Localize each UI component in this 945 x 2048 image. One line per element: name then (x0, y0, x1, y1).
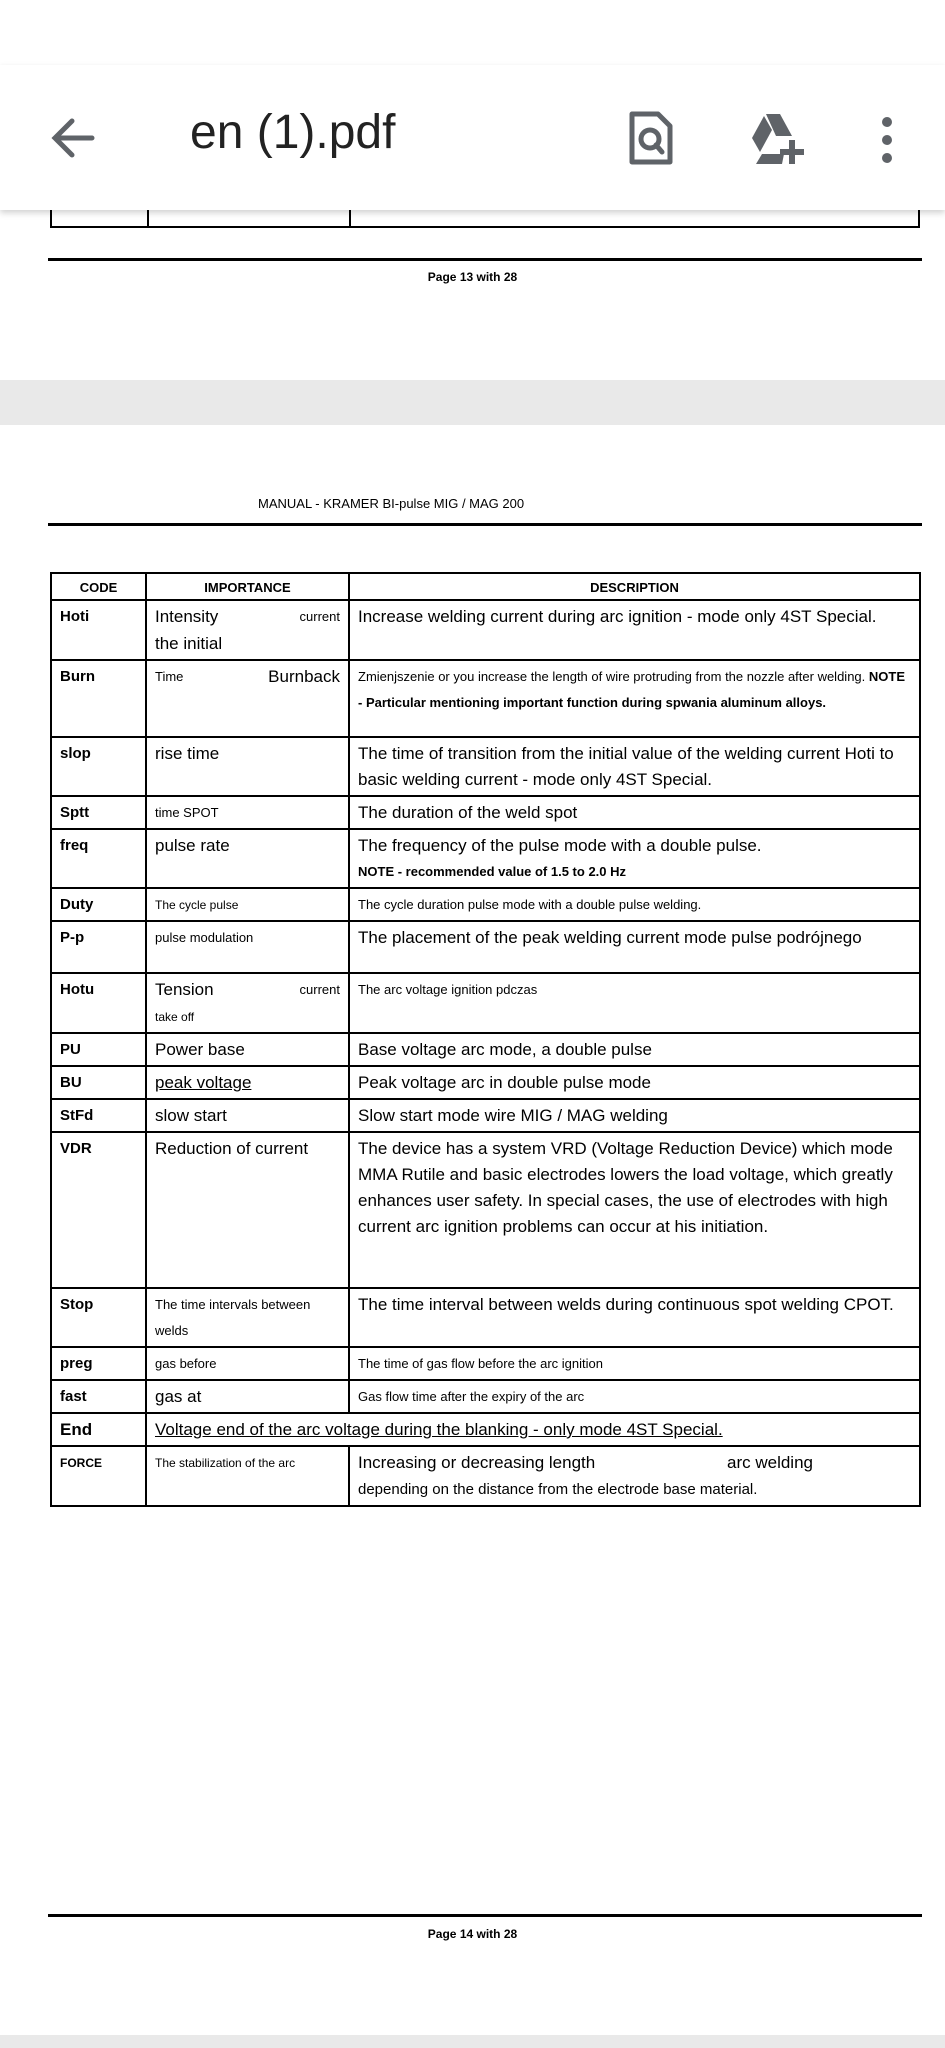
description-cell: The frequency of the pulse mode with a double pulse. NOTE - recommended value of 1.5 to 2.0 Hz (349, 829, 920, 888)
code-cell: Hotu (51, 973, 146, 1033)
back-arrow-icon[interactable] (48, 113, 98, 163)
code-cell: Hoti (51, 600, 146, 660)
code-cell: Stop (51, 1288, 146, 1347)
find-in-document-icon[interactable] (628, 110, 674, 166)
code-cell: slop (51, 737, 146, 796)
table-row (51, 1099, 920, 1132)
table-row (51, 1380, 920, 1413)
importance-cell: rise time (146, 737, 349, 796)
table-row (51, 1033, 920, 1066)
page-footer: Page 14 with 28 (427, 1927, 518, 1941)
pdf-page-14 (0, 425, 945, 2035)
importance-cell: Power base (146, 1033, 349, 1066)
importance-cell: Reduction of current (146, 1132, 349, 1288)
column-header-code: CODE (51, 573, 146, 600)
code-cell: StFd (51, 1099, 146, 1132)
importance-cell: peak voltage (146, 1066, 349, 1099)
code-cell: preg (51, 1347, 146, 1380)
code-cell: Burn (51, 660, 146, 737)
table-row (51, 829, 920, 888)
header-rule (48, 523, 922, 526)
column-header-importance: IMPORTANCE (146, 573, 349, 600)
importance-cell: Time Burnback (146, 660, 349, 737)
importance-cell: pulse modulation (146, 921, 349, 973)
table-header-row (51, 573, 920, 600)
more-vert-icon[interactable] (872, 115, 902, 165)
code-cell: Duty (51, 888, 146, 921)
table-row (51, 1347, 920, 1380)
description-cell: The device has a system VRD (Voltage Reduction Device) which mode MMA Rutile and basic electrodes lowers the load voltage, which greatly enhances user safety. In special cases, the use of electrodes with high current arc ignition problems can occur at his initiation. (349, 1132, 920, 1288)
code-cell: BU (51, 1066, 146, 1099)
table-row (51, 660, 920, 737)
description-cell: Peak voltage arc in double pulse mode (349, 1066, 920, 1099)
code-cell: End (51, 1413, 146, 1446)
page-header: MANUAL - KRAMER BI-pulse MIG / MAG 200 (258, 496, 525, 511)
importance-cell: The cycle pulse (146, 888, 349, 921)
importance-cell: gas before (146, 1347, 349, 1380)
description-cell: The time of transition from the initial value of the welding current Hoti to basic welding current - mode only 4ST Special. (349, 737, 920, 796)
table-row (51, 1066, 920, 1099)
table-row (51, 921, 920, 973)
document-title: en (1).pdf (190, 106, 396, 159)
description-cell: Gas flow time after the expiry of the arc (349, 1380, 920, 1413)
code-cell: Sptt (51, 796, 146, 829)
footer-rule (48, 258, 922, 261)
table-row (51, 796, 920, 829)
table-row (51, 600, 920, 660)
importance-cell: slow start (146, 1099, 349, 1132)
table-row (51, 888, 920, 921)
add-to-drive-icon[interactable] (746, 112, 808, 168)
importance-cell: The stabilization of the arc (146, 1446, 349, 1506)
code-cell: FORCE (51, 1446, 146, 1506)
description-cell: The placement of the peak welding current mode pulse podrójnego (349, 921, 920, 973)
description-cell: Increase welding current during arc ignition - mode only 4ST Special. (349, 600, 920, 660)
code-cell: P-p (51, 921, 146, 973)
code-cell: freq (51, 829, 146, 888)
code-cell: PU (51, 1033, 146, 1066)
importance-cell: time SPOT (146, 796, 349, 829)
importance-cell: Intensity current the initial (146, 600, 349, 660)
code-cell: fast (51, 1380, 146, 1413)
description-cell: The arc voltage ignition pdczas (349, 973, 920, 1033)
importance-cell: Voltage end of the arc voltage during the blanking - only mode 4ST Special. (146, 1413, 920, 1446)
description-cell: The cycle duration pulse mode with a double pulse welding. (349, 888, 920, 921)
importance-cell: The time intervals between welds (146, 1288, 349, 1347)
table-row (51, 737, 920, 796)
table-row (51, 1288, 920, 1347)
description-cell: Zmienjszenie or you increase the length of wire protruding from the nozzle after welding. NOTE - Particular mentioning important function during spwania aluminum alloys. (349, 660, 920, 737)
importance-cell: pulse rate (146, 829, 349, 888)
description-cell: The time of gas flow before the arc ignition (349, 1347, 920, 1380)
table-row (51, 1446, 920, 1506)
footer-rule (48, 1914, 922, 1917)
description-cell: Increasing or decreasing length arc welding depending on the distance from the electrode base material. (349, 1446, 920, 1506)
codes-table (50, 572, 921, 1507)
code-cell: VDR (51, 1132, 146, 1288)
description-cell: The duration of the weld spot (349, 796, 920, 829)
description-cell: Slow start mode wire MIG / MAG welding (349, 1099, 920, 1132)
description-cell: The time interval between welds during continuous spot welding CPOT. (349, 1288, 920, 1347)
table-row (51, 973, 920, 1033)
column-header-description: DESCRIPTION (349, 573, 920, 600)
importance-cell: gas at (146, 1380, 349, 1413)
page-footer: Page 13 with 28 (427, 270, 518, 284)
importance-cell: Tension current take off (146, 973, 349, 1033)
app-bar (0, 65, 945, 210)
table-row (51, 1413, 920, 1446)
description-cell: Base voltage arc mode, a double pulse (349, 1033, 920, 1066)
table-row (51, 1132, 920, 1288)
